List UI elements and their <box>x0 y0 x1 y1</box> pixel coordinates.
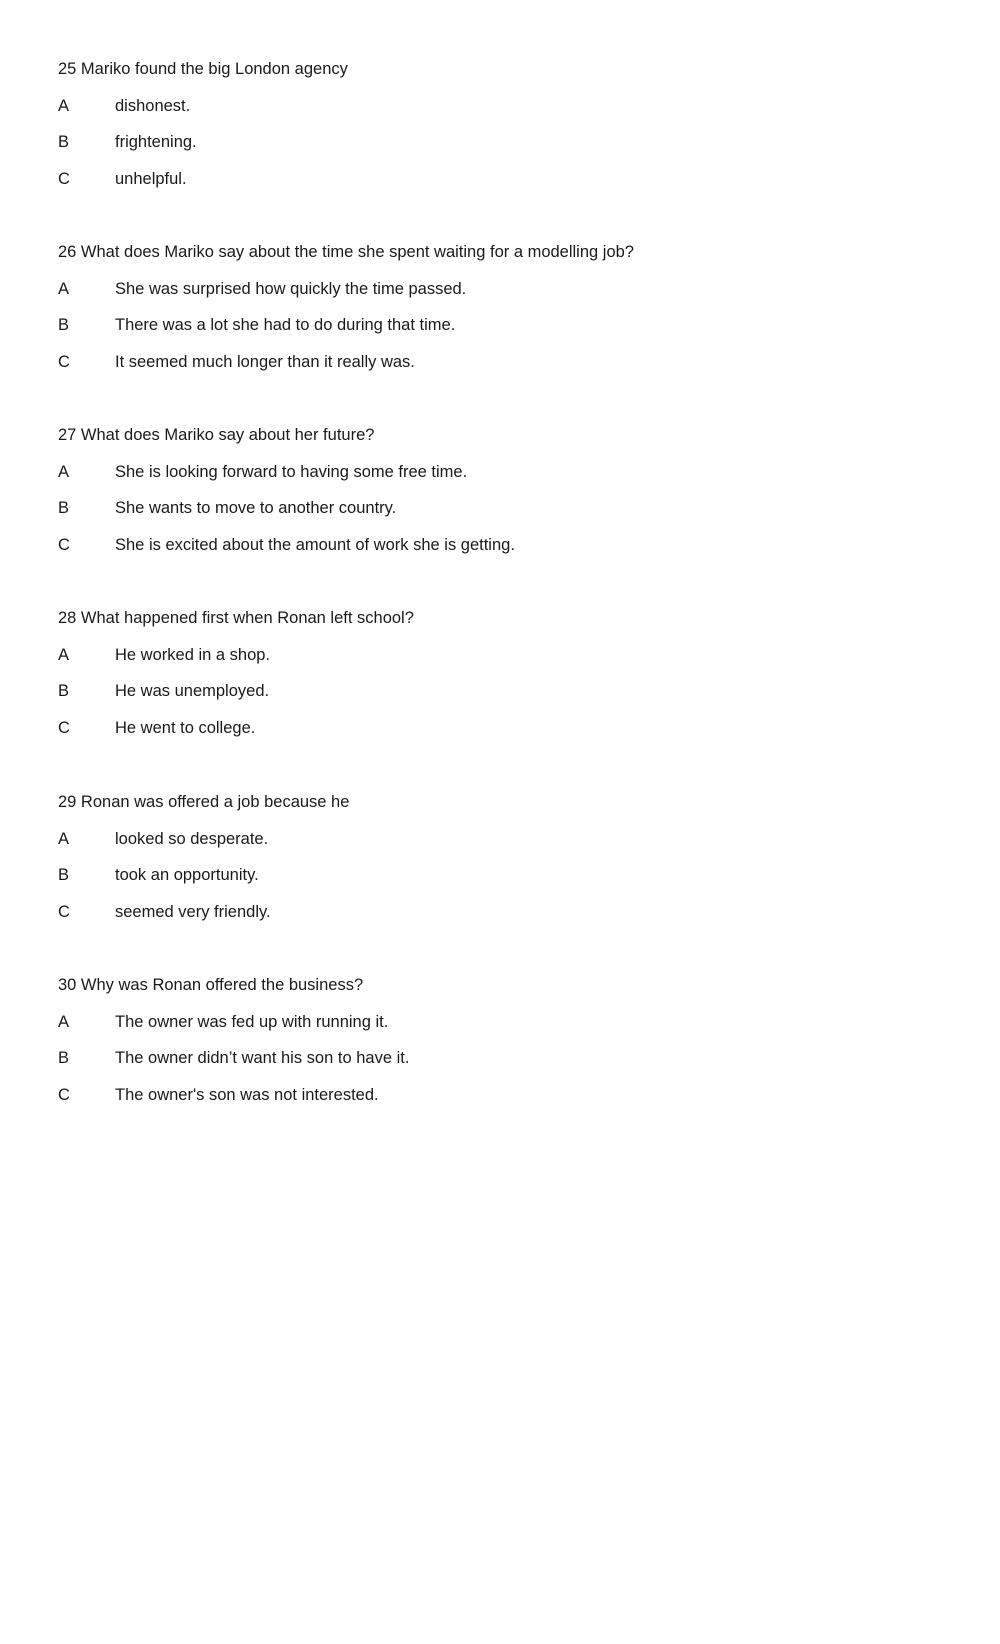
option-text: took an opportunity. <box>115 866 259 885</box>
question-28 <box>58 605 958 741</box>
option-b[interactable] <box>58 862 958 888</box>
question-prompt: 27 What does Mariko say about her future? <box>58 426 375 444</box>
option-text: It seemed much longer than it really was. <box>115 352 415 371</box>
question-25 <box>58 56 958 192</box>
option-letter: C <box>58 535 70 554</box>
option-a[interactable] <box>58 276 958 302</box>
option-a[interactable] <box>58 642 958 668</box>
option-b[interactable] <box>58 1045 958 1071</box>
option-text: She was surprised how quickly the time passed. <box>115 279 467 298</box>
option-letter: C <box>58 718 70 737</box>
question-30 <box>58 972 958 1108</box>
option-letter: C <box>58 902 70 921</box>
option-text: frightening. <box>115 133 197 152</box>
option-text: The owner's son was not interested. <box>115 1085 379 1104</box>
option-letter: B <box>58 1049 70 1068</box>
option-text: seemed very friendly. <box>115 902 271 921</box>
option-letter: B <box>58 316 70 335</box>
option-b[interactable] <box>58 129 958 155</box>
option-c[interactable] <box>58 899 958 925</box>
option-letter: C <box>58 169 70 188</box>
question-prompt: 26 What does Mariko say about the time she spent waiting for a modelling job? <box>58 243 634 261</box>
option-letter: B <box>58 866 70 885</box>
option-text: He was unemployed. <box>115 682 270 701</box>
option-c[interactable] <box>58 532 958 558</box>
option-text: He went to college. <box>115 718 256 737</box>
option-letter: C <box>58 1085 70 1104</box>
option-text: The owner didn’t want his son to have it. <box>115 1049 410 1068</box>
question-prompt: 28 What happened first when Ronan left school? <box>58 609 414 627</box>
option-text: dishonest. <box>115 96 191 115</box>
option-text: He worked in a shop. <box>115 645 271 664</box>
option-text: unhelpful. <box>115 169 187 188</box>
question-prompt: 25 Mariko found the big London agency <box>58 60 348 78</box>
option-letter: A <box>58 1012 70 1031</box>
option-b[interactable] <box>58 678 958 704</box>
option-c[interactable] <box>58 1082 958 1108</box>
question-29 <box>58 789 958 925</box>
question-26 <box>58 239 958 375</box>
option-b[interactable] <box>58 495 958 521</box>
option-text: The owner was fed up with running it. <box>115 1012 389 1031</box>
option-letter: B <box>58 682 70 701</box>
option-c[interactable] <box>58 349 958 375</box>
option-text: She is looking forward to having some free time. <box>115 462 468 481</box>
question-prompt: 30 Why was Ronan offered the business? <box>58 976 364 994</box>
option-letter: A <box>58 829 70 848</box>
question-27 <box>58 422 958 558</box>
option-text: She wants to move to another country. <box>115 499 397 518</box>
option-b[interactable] <box>58 312 958 338</box>
option-a[interactable] <box>58 1009 958 1035</box>
option-c[interactable] <box>58 715 958 741</box>
option-a[interactable] <box>58 826 958 852</box>
option-letter: B <box>58 133 70 152</box>
option-letter: C <box>58 352 70 371</box>
option-letter: A <box>58 279 70 298</box>
option-letter: A <box>58 645 70 664</box>
option-a[interactable] <box>58 459 958 485</box>
option-a[interactable] <box>58 93 958 119</box>
option-text: She is excited about the amount of work she is getting. <box>115 535 515 554</box>
option-letter: A <box>58 462 70 481</box>
option-letter: B <box>58 499 70 518</box>
option-text: There was a lot she had to do during that time. <box>115 316 456 335</box>
option-c[interactable] <box>58 166 958 192</box>
question-prompt: 29 Ronan was offered a job because he <box>58 793 350 811</box>
option-text: looked so desperate. <box>115 829 269 848</box>
option-letter: A <box>58 96 70 115</box>
